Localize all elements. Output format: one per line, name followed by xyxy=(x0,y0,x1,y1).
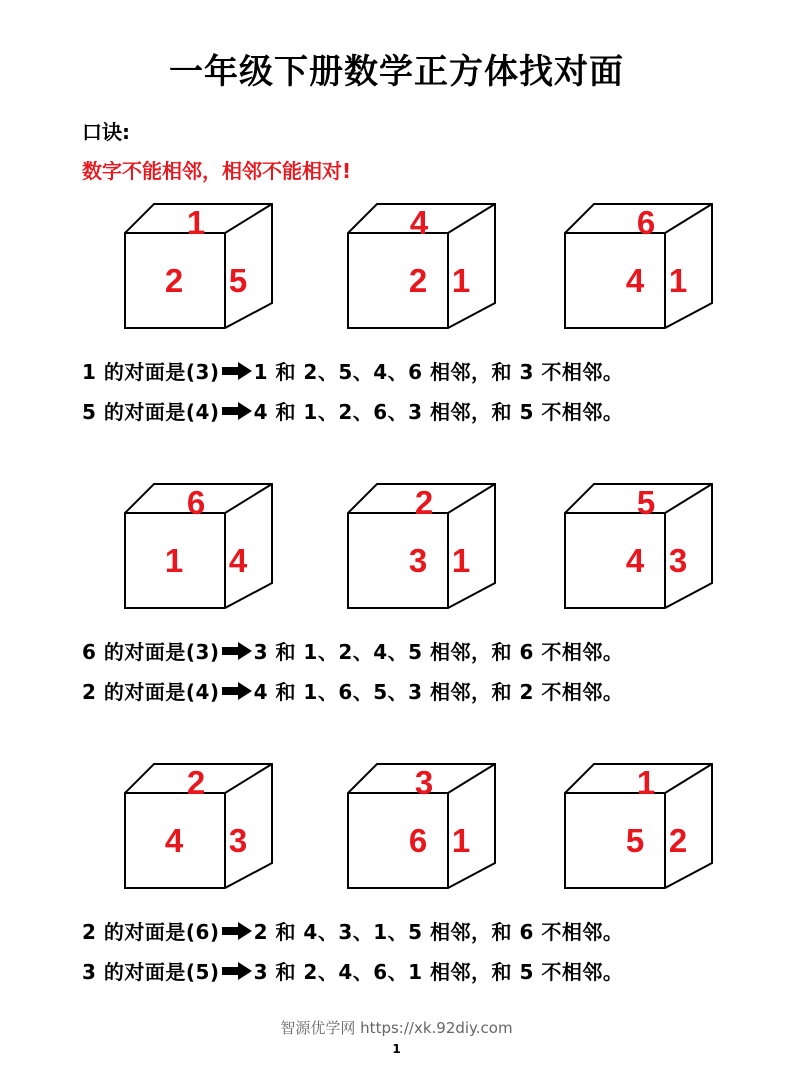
mnemonic-text: 数字不能相邻，相邻不能相对! xyxy=(82,159,352,183)
cube-front-number: 4 xyxy=(625,262,645,299)
arrow-right-icon xyxy=(222,682,252,700)
page-number: 1 xyxy=(392,1042,401,1056)
cube-top-number: 6 xyxy=(186,484,206,521)
adjacency-statement: 3 和 2、4、6、1 相邻，和 5 不相邻。 xyxy=(253,960,624,984)
adjacency-statement: 2 和 4、3、1、5 相邻，和 6 不相邻。 xyxy=(253,920,624,944)
cube-front-number: 5 xyxy=(625,822,645,859)
cube-top-number: 6 xyxy=(636,204,656,241)
cube-top-number: 2 xyxy=(414,484,434,521)
cube-front-number: 4 xyxy=(625,542,645,579)
arrow-right-icon xyxy=(222,402,252,420)
cube-right-number: 1 xyxy=(451,262,471,299)
opposite-face-statement: 6 的对面是(3) xyxy=(82,640,220,664)
opposite-face-statement: 2 的对面是(4) xyxy=(82,680,220,704)
opposite-face-statement: 3 的对面是(5) xyxy=(82,960,220,984)
adjacency-statement: 4 和 1、2、6、3 相邻，和 5 不相邻。 xyxy=(253,400,624,424)
arrow-right-icon xyxy=(222,922,252,940)
cube-top-number: 1 xyxy=(186,204,206,241)
opposite-face-statement: 5 的对面是(4) xyxy=(82,400,220,424)
adjacency-statement: 3 和 1、2、4、5 相邻，和 6 不相邻。 xyxy=(253,640,624,664)
explanation-line xyxy=(82,676,623,705)
cube-1-3 xyxy=(564,203,714,333)
cube-top-number: 1 xyxy=(636,764,656,801)
cube-2-3 xyxy=(564,483,714,613)
cube-right-number: 1 xyxy=(451,822,471,859)
explanation-line xyxy=(82,956,623,985)
explanation-line xyxy=(82,356,623,385)
cube-front-number: 4 xyxy=(164,822,184,859)
cube-right-number: 2 xyxy=(668,822,688,859)
mnemonic-label: 口诀: xyxy=(82,120,130,144)
cube-right-number: 5 xyxy=(228,262,248,299)
cube-front-number: 1 xyxy=(164,542,184,579)
arrow-right-icon xyxy=(222,962,252,980)
cube-front-number: 2 xyxy=(408,262,428,299)
cube-top-number: 2 xyxy=(186,764,206,801)
adjacency-statement: 1 和 2、5、4、6 相邻，和 3 不相邻。 xyxy=(253,360,624,384)
cube-front-number: 6 xyxy=(408,822,428,859)
cube-3-3 xyxy=(564,763,714,893)
explanation-line xyxy=(82,636,623,665)
opposite-face-statement: 2 的对面是(6) xyxy=(82,920,220,944)
cube-top-number: 5 xyxy=(636,484,656,521)
cube-right-number: 3 xyxy=(228,822,248,859)
cube-right-number: 4 xyxy=(228,542,248,579)
cube-1-2 xyxy=(347,203,497,333)
cube-right-number: 1 xyxy=(451,542,471,579)
cube-top-number: 4 xyxy=(409,204,429,241)
cube-2-2 xyxy=(347,483,497,613)
cube-right-number: 1 xyxy=(668,262,688,299)
arrow-right-icon xyxy=(222,642,252,660)
footer-watermark: 智源优学网 https://xk.92diy.com xyxy=(280,1019,513,1037)
cube-right-number: 3 xyxy=(668,542,688,579)
cube-3-2 xyxy=(347,763,497,893)
cube-front-number: 2 xyxy=(164,262,184,299)
explanation-line xyxy=(82,396,623,425)
explanation-line xyxy=(82,916,623,945)
cube-3-1 xyxy=(124,763,274,893)
cube-top-number: 3 xyxy=(414,764,434,801)
opposite-face-statement: 1 的对面是(3) xyxy=(82,360,220,384)
cube-front-number: 3 xyxy=(408,542,428,579)
adjacency-statement: 4 和 1、6、5、3 相邻，和 2 不相邻。 xyxy=(253,680,624,704)
page-title: 一年级下册数学正方体找对面 xyxy=(169,52,624,92)
arrow-right-icon xyxy=(222,362,252,380)
cube-2-1 xyxy=(124,483,274,613)
cube-1-1 xyxy=(124,203,274,333)
